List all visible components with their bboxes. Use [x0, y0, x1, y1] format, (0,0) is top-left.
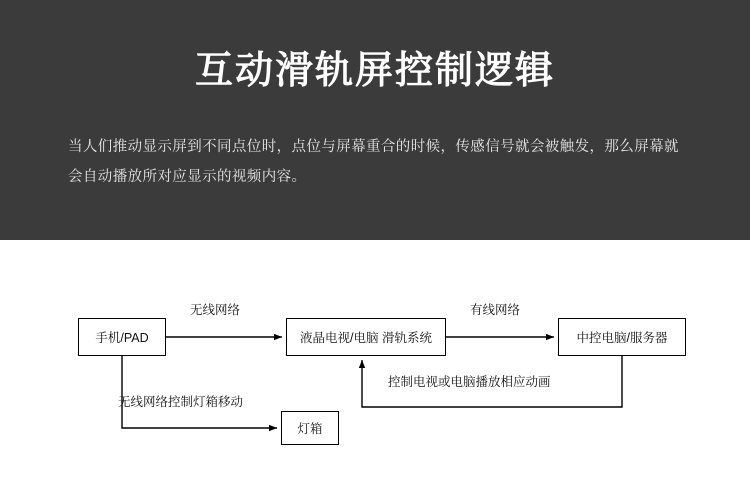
diagram-connectors: [0, 240, 750, 494]
header-description: 当人们推动显示屏到不同点位时，点位与屏幕重合的时候，传感信号就会被触发，那么屏幕就会自动播放所对应显示的视频内容。: [68, 139, 679, 185]
node-lightbox[interactable]: 灯箱: [281, 411, 339, 445]
flow-diagram: [0, 240, 750, 494]
page-title: 互动滑轨屏控制逻辑: [194, 50, 555, 92]
node-phone-pad[interactable]: 手机/PAD: [78, 318, 166, 356]
edge-label-lightbox-move: 无线网络控制灯箱移动: [118, 395, 244, 409]
edge-label-wireless-network: 无线网络: [190, 303, 241, 317]
edge-label-wired-network: 有线网络: [470, 303, 521, 317]
edge-label-control-playback: 控制电视或电脑播放相应动画: [388, 375, 551, 389]
node-control-server[interactable]: 中控电脑/服务器: [558, 318, 686, 356]
node-tv-slider-system[interactable]: 液晶电视/电脑 滑轨系统: [286, 318, 446, 356]
header-banner: [0, 0, 750, 240]
